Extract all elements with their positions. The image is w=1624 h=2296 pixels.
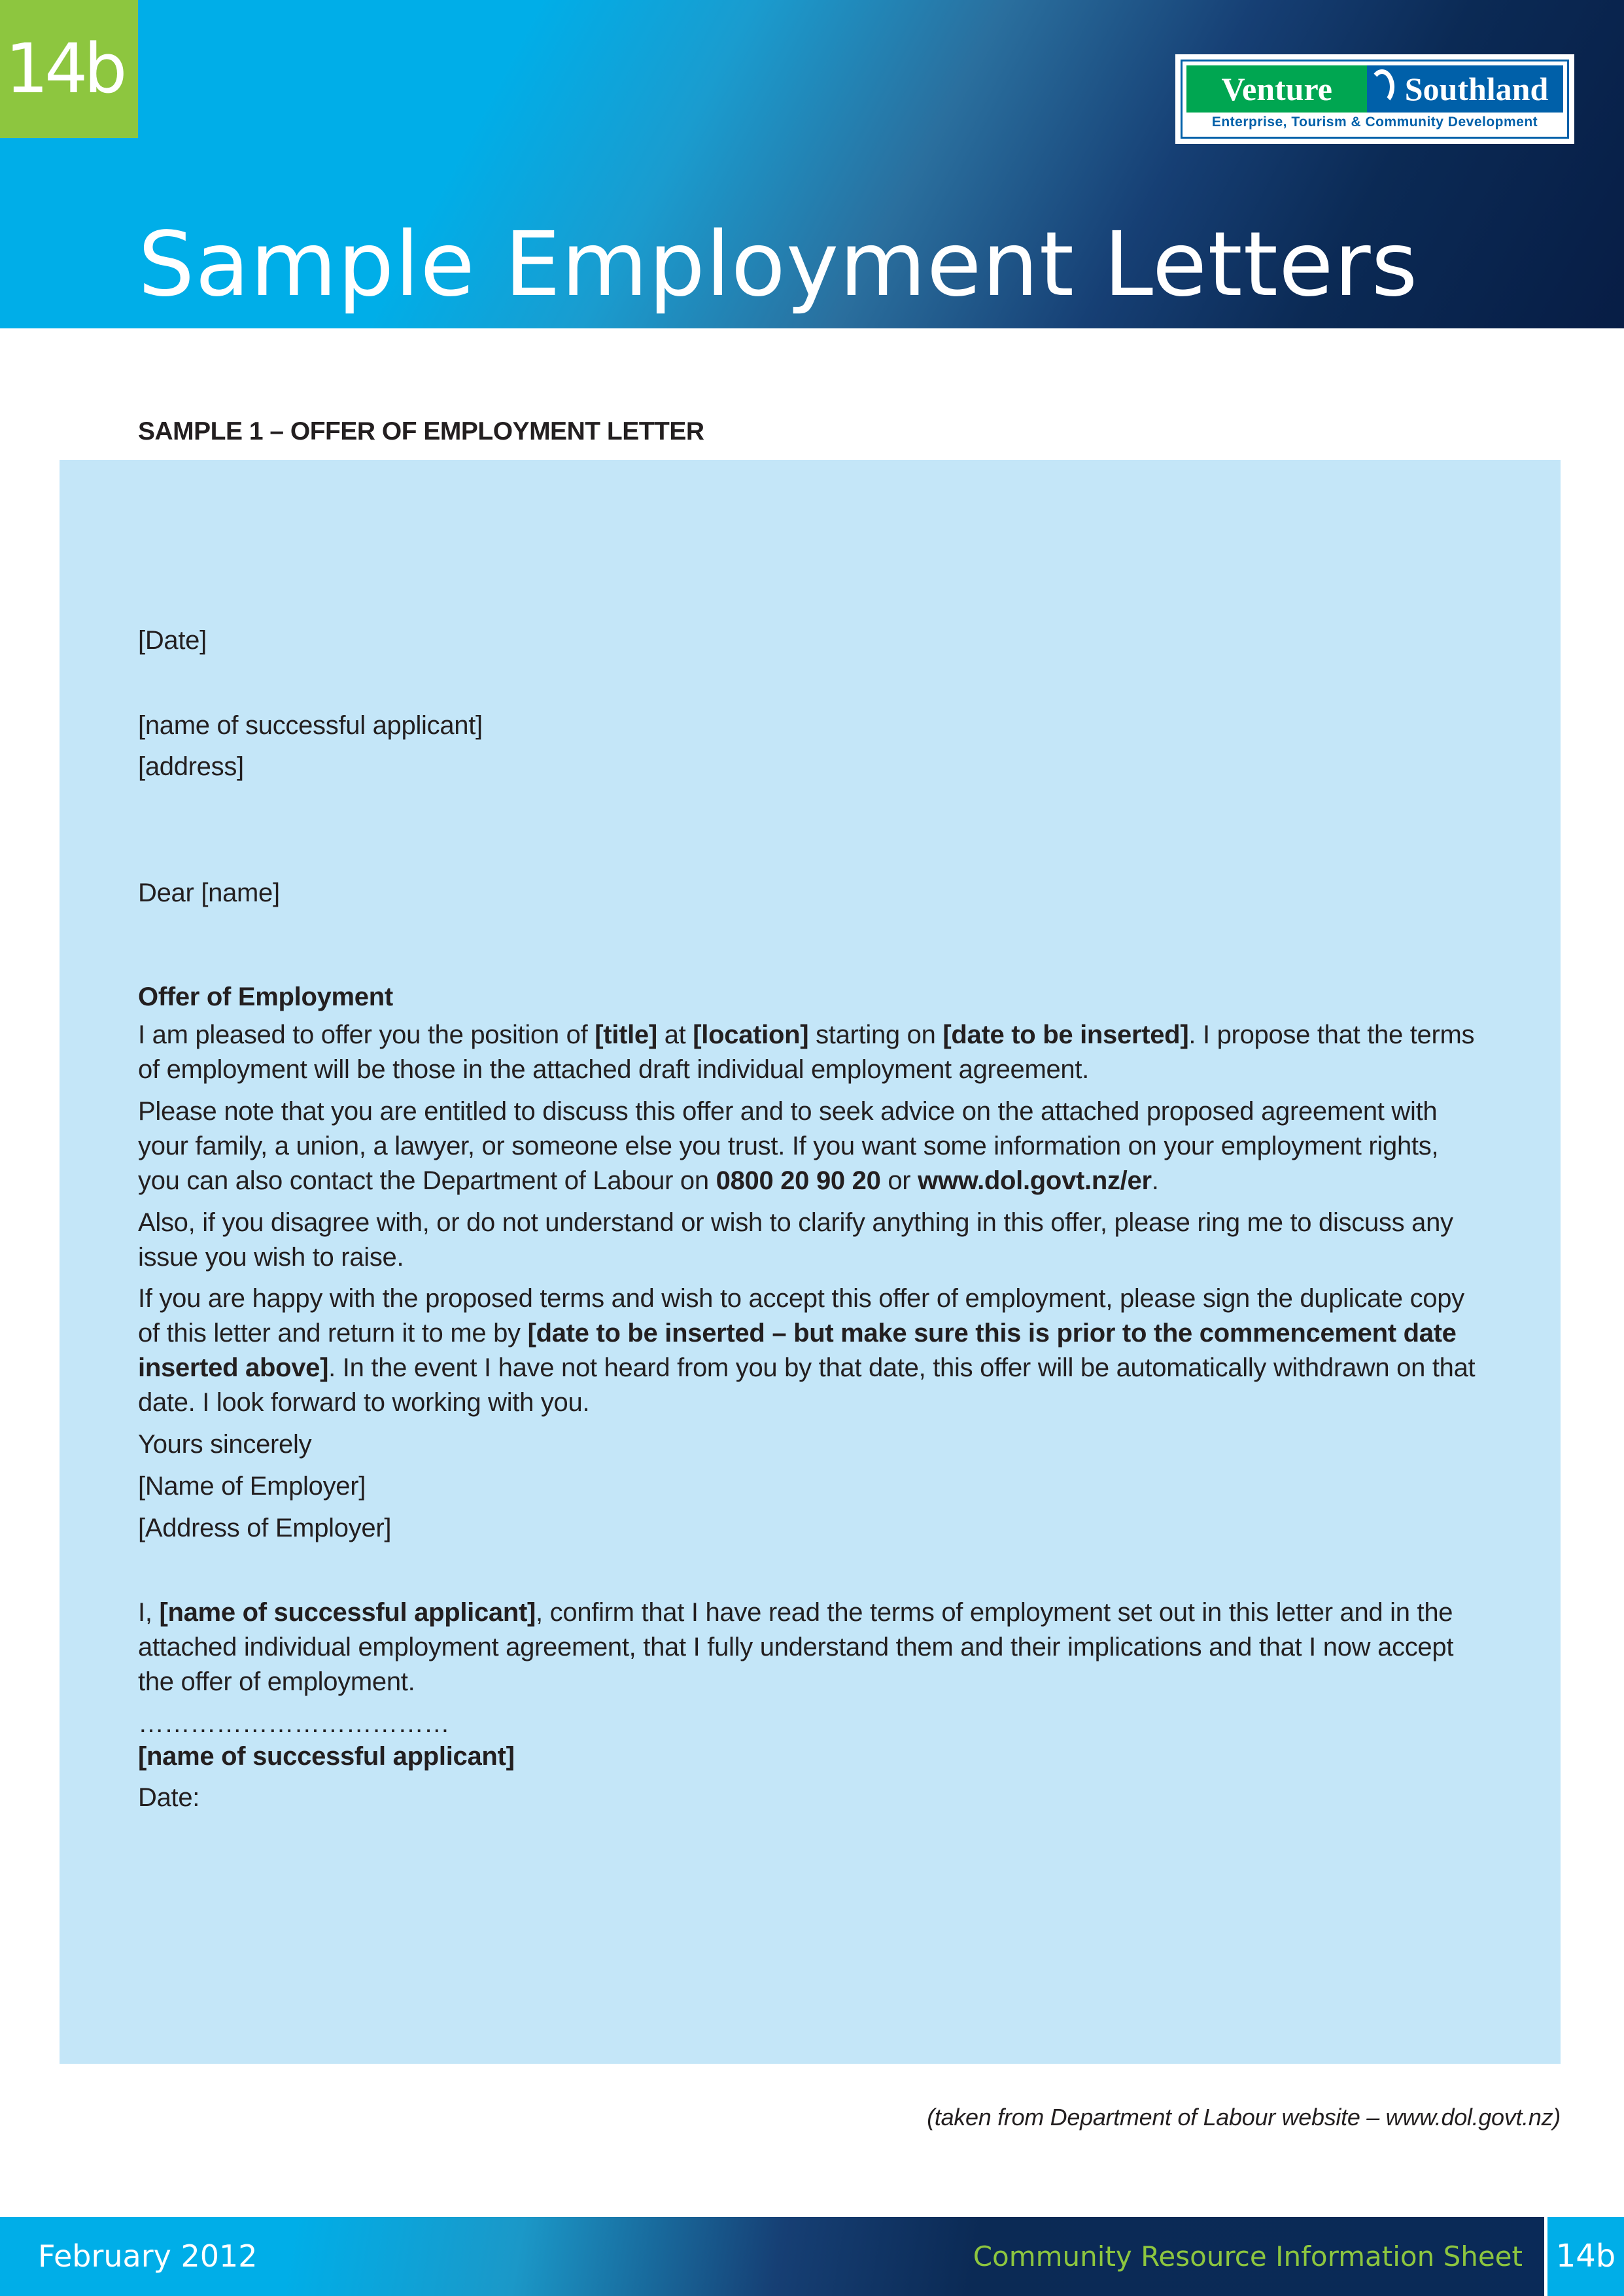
footer-date: February 2012: [38, 2238, 258, 2274]
venture-southland-logo: [1175, 54, 1574, 144]
recipient-name: [name of successful applicant]: [138, 711, 483, 740]
letter-date: [Date]: [138, 626, 207, 655]
logo-wave-icon: [1367, 65, 1390, 113]
signature-date: Date:: [138, 1783, 200, 1812]
paragraph-confirmation: I, [name of successful applicant], confirm that I have read the terms of employment set out in this letter and in the attached individual employment agreement, that I fully understand them and their implications and that I now accept the offer of employment.: [138, 1598, 1454, 1696]
source-note: (taken from Department of Labour website – www.dol.govt.nz): [927, 2104, 1561, 2131]
page-title: Sample Employment Letters: [138, 213, 1419, 317]
signature-line: ………………………………: [138, 1709, 450, 1738]
page-footer: [0, 2217, 1624, 2296]
logo-word-southland: Southland: [1390, 65, 1563, 113]
paragraph-advice: Please note that you are entitled to discuss this offer and to seek advice on the attached proposed agreement with your family, a union, a lawyer, or someone else you trust. If you want some information on your employment rights, you can also contact the Department of Labour on 0800 20 90 20 or www.dol.govt.nz/er.: [138, 1097, 1439, 1195]
paragraph-clarify: Also, if you disagree with, or do not understand or wish to clarify anything in this offer, please ring me to discuss any issue you wish to raise.: [138, 1208, 1453, 1272]
footer-title: Community Resource Information Sheet: [973, 2240, 1523, 2272]
footer-sheet-badge: 14b: [1544, 2217, 1624, 2296]
logo-tagline: Enterprise, Tourism & Community Development: [1211, 114, 1538, 130]
paragraph-offer: I am pleased to offer you the position of [title] at [location] starting on [date to be inserted]. I propose that the terms of employment will be those in the attached draft individual employment agreement.: [138, 1020, 1475, 1084]
sheet-number-badge: 14b: [0, 0, 138, 138]
recipient-address: [address]: [138, 752, 244, 781]
paragraph-accept: If you are happy with the proposed terms and wish to accept this offer of employment, please sign the duplicate copy of this letter and return it to me by [date to be inserted – but make sure this is prior to the commencement date inserted above]. In the event I have not heard from you by that date, this offer will be automatically withdrawn on that date. I look forward to working with you.: [138, 1284, 1476, 1417]
closing: Yours sincerely: [138, 1430, 312, 1459]
section-heading: SAMPLE 1 – OFFER OF EMPLOYMENT LETTER: [138, 417, 704, 445]
page-header: [0, 0, 1624, 328]
signature-name: [name of successful applicant]: [138, 1742, 515, 1771]
salutation: Dear [name]: [138, 878, 280, 907]
employer-address: [Address of Employer]: [138, 1514, 392, 1542]
employer-name: [Name of Employer]: [138, 1472, 366, 1501]
letter-subject: Offer of Employment: [138, 983, 393, 1011]
logo-word-venture: Venture: [1186, 65, 1367, 113]
